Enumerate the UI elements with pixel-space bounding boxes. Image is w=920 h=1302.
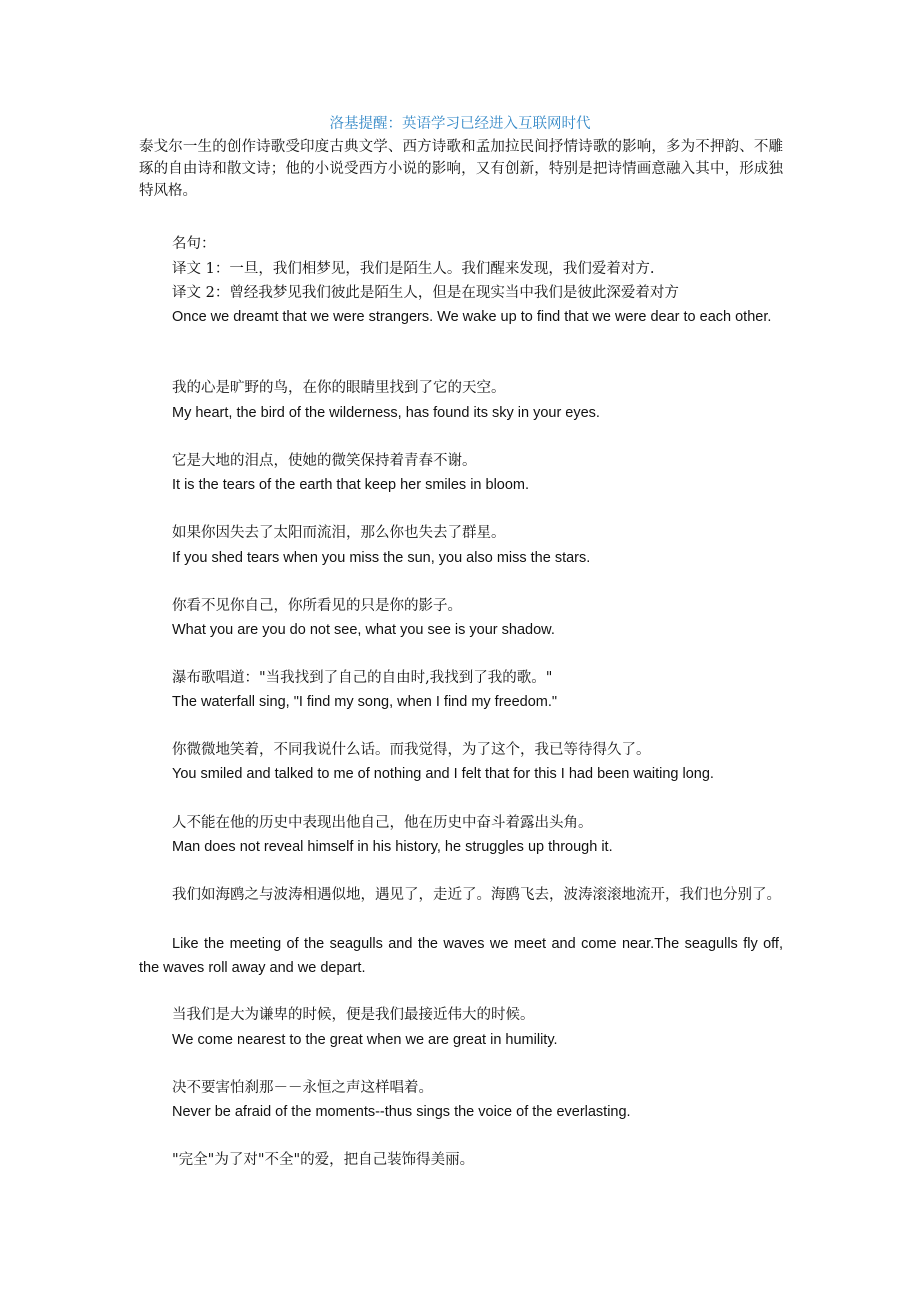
quote-en: You smiled and talked to me of nothing and I felt that for this I had been waiting long.	[172, 766, 714, 782]
quote-zh: 它是大地的泪点，使她的微笑保持着青春不谢。	[172, 453, 477, 469]
quote-en: We come nearest to the great when we are great in humility.	[172, 1032, 558, 1048]
quote-zh: 你看不见你自己，你所看见的只是你的影子。	[172, 598, 462, 614]
quote-en: My heart, the bird of the wilderness, has found its sky in your eyes.	[172, 405, 600, 421]
quote-zh: 决不要害怕刹那－－永恒之声这样唱着。	[172, 1080, 433, 1096]
quote-en: Never be afraid of the moments--thus sings the voice of the everlasting.	[172, 1104, 631, 1120]
quote-en: The waterfall sing, "I find my song, when I find my freedom."	[172, 694, 558, 710]
quote-zh: 当我们是大为谦卑的时候，便是我们最接近伟大的时候。	[172, 1007, 535, 1023]
famous-quotes-label: 名句：	[172, 236, 216, 252]
quote-en: It is the tears of the earth that keep her smiles in bloom.	[172, 477, 530, 493]
intro-paragraph: 泰戈尔一生的创作诗歌受印度古典文学、西方诗歌和孟加拉民间抒情诗歌的影响，多为不押韵、不雕琢的自由诗和散文诗；他的小说受西方小说的影响，又有创新，特别是把诗情画意融入其中，形成独特风格。	[139, 139, 783, 199]
document-title: 洛基提醒：英语学习已经进入互联网时代	[329, 116, 591, 132]
quote-zh: 人不能在他的历史中表现出他自己，他在历史中奋斗着露出头角。	[172, 815, 593, 831]
quote-zh: 我们如海鸥之与波涛相遇似地，遇见了，走近了。海鸥飞去，波涛滚滚地流开，我们也分别了。	[172, 887, 781, 903]
quote-zh: 瀑布歌唱道："当我找到了自己的自由时,我找到了我的歌。"	[172, 670, 553, 686]
translation-2: 译文 2：曾经我梦见我们彼此是陌生人，但是在现实当中我们是彼此深爱着对方	[172, 285, 679, 301]
quote-zh: 你微微地笑着，不同我说什么话。而我觉得，为了这个，我已等待得久了。	[172, 742, 651, 758]
translation-1: 译文 1：一旦，我们相梦见，我们是陌生人。我们醒来发现，我们爱着对方.	[172, 261, 655, 277]
quote-en: Like the meeting of the seagulls and the waves we meet and come near.The seagulls fly off, the waves roll away and we depart.	[139, 936, 783, 976]
quote-zh: "完全"为了对"不全"的爱，把自己装饰得美丽。	[172, 1152, 475, 1168]
translation-english: Once we dreamt that we were strangers. We wake up to find that we were dear to each other.	[172, 309, 772, 325]
quote-zh: 我的心是旷野的鸟，在你的眼睛里找到了它的天空。	[172, 380, 506, 396]
quote-en: Man does not reveal himself in his history, he struggles up through it.	[172, 839, 613, 855]
quote-en: What you are you do not see, what you see is your shadow.	[172, 622, 555, 638]
quote-en: If you shed tears when you miss the sun, you also miss the stars.	[172, 550, 591, 566]
quote-zh: 如果你因失去了太阳而流泪，那么你也失去了群星。	[172, 525, 506, 541]
